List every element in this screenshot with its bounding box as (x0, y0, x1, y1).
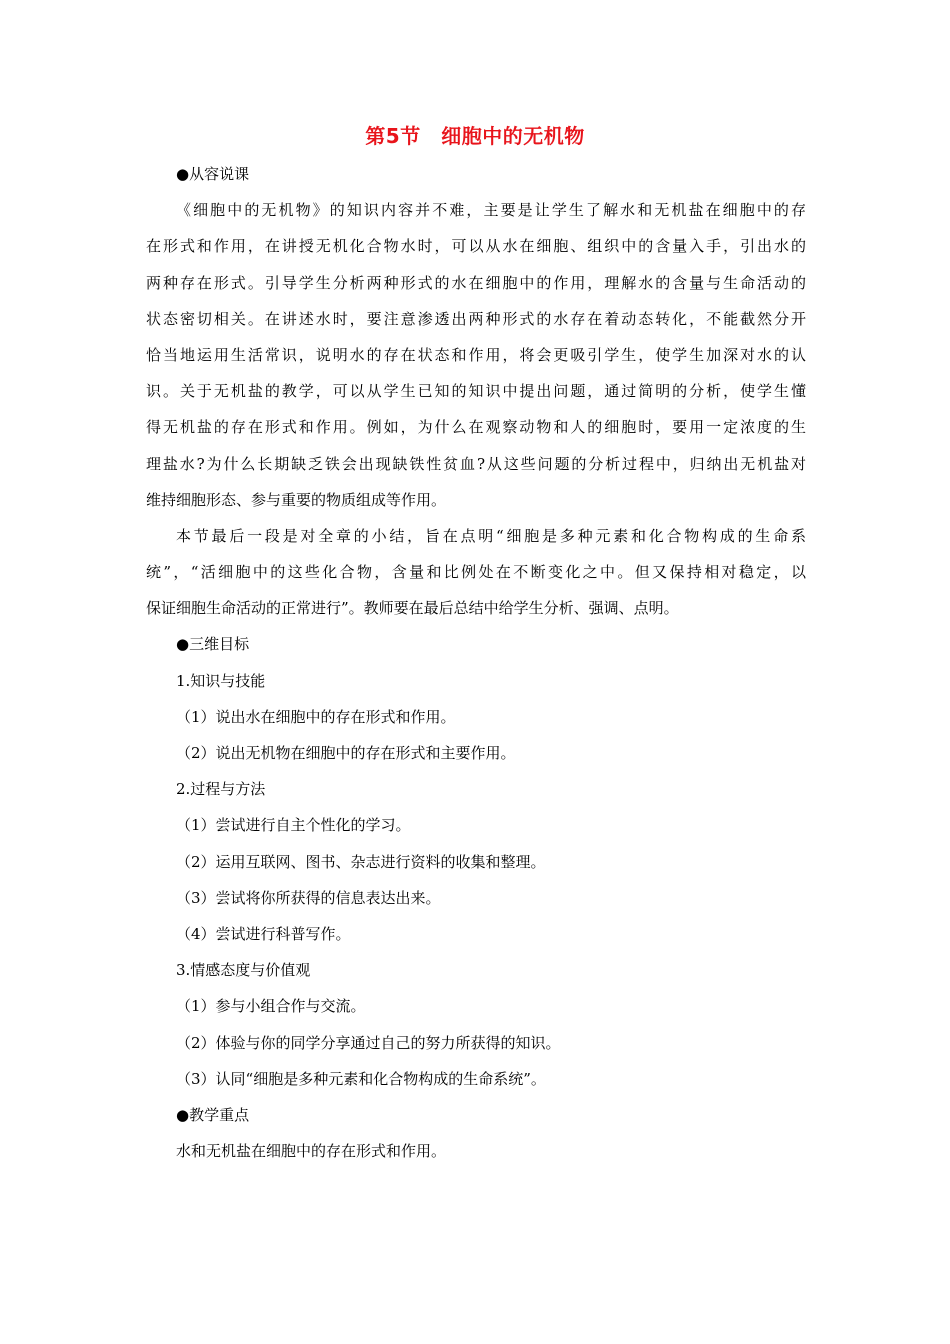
section-heading-key-points: ●教学重点 (176, 1105, 250, 1124)
list-item: （2）运用互联网、图书、杂志进行资料的收集和整理。 (176, 852, 546, 871)
paragraph-line: 状态密切相关。在讲述水时，要注意渗透出两种形式的水存在着动态转化，不能截然分开 (146, 309, 806, 328)
key-point-text: 水和无机盐在细胞中的存在形式和作用。 (176, 1142, 447, 1161)
paragraph-line: 识。关于无机盐的教学，可以从学生已知的知识中提出问题，通过简明的分析，使学生懂 (146, 382, 806, 401)
document-body (146, 156, 806, 1169)
list-item: （1）尝试进行自主个性化的学习。 (176, 816, 411, 835)
paragraph-line: 在形式和作用，在讲授无机化合物水时，可以从水在细胞、组织中的含量入手，引出水的 (146, 237, 806, 256)
goal-title-attitude: 3.情感态度与价值观 (176, 961, 311, 980)
paragraph-line: 维持细胞形态、参与重要的物质组成等作用。 (146, 490, 447, 509)
list-item: （4）尝试进行科普写作。 (176, 924, 351, 943)
list-item: （1）参与小组合作与交流。 (176, 997, 366, 1016)
list-item: （2）体验与你的同学分享通过自己的努力所获得的知识。 (176, 1033, 561, 1052)
list-item: （3）认同“细胞是多种元素和化合物构成的生命系统”。 (176, 1069, 546, 1088)
paragraph-line: 本节最后一段是对全章的小结，旨在点明“细胞是多种元素和化合物构成的生命系 (176, 526, 806, 545)
list-item: （3）尝试将你所获得的信息表达出来。 (176, 888, 441, 907)
section-heading-lesson-talk: ●从容说课 (176, 165, 250, 183)
paragraph-line: 得无机盐的存在形式和作用。例如，为什么在观察动物和人的细胞时，要用一定浓度的生 (146, 418, 806, 437)
paragraph-line: 《细胞中的无机物》的知识内容并不难，主要是让学生了解水和无机盐在细胞中的存 (176, 201, 806, 220)
paragraph-summary (146, 518, 806, 627)
paragraph-line: 保证细胞生命活动的正常进行”。教师要在最后总结中给学生分析、强调、点明。 (146, 599, 679, 618)
section-heading-goals: ●三维目标 (176, 635, 250, 654)
page-title: 第5节 细胞中的无机物 (365, 124, 585, 148)
goal-title-process: 2.过程与方法 (176, 780, 266, 799)
paragraph-intro (146, 192, 806, 518)
list-item: （1）说出水在细胞中的存在形式和作用。 (176, 707, 456, 726)
paragraph-line: 两种存在形式。引导学生分析两种形式的水在细胞中的作用，理解水的含量与生命活动的 (146, 273, 806, 292)
goal-title-knowledge: 1.知识与技能 (176, 671, 266, 690)
paragraph-line: 恰当地运用生活常识，说明水的存在状态和作用，将会更吸引学生，使学生加深对水的认 (146, 345, 806, 364)
list-item: （2）说出无机物在细胞中的存在形式和主要作用。 (176, 744, 516, 762)
paragraph-line: 统”，“活细胞中的这些化合物，含量和比例处在不断变化之中。但又保持相对稳定，以 (146, 563, 806, 582)
paragraph-line: 理盐水?为什么长期缺乏铁会出现缺铁性贫血?从这些问题的分析过程中，归纳出无机盐对 (146, 454, 806, 473)
